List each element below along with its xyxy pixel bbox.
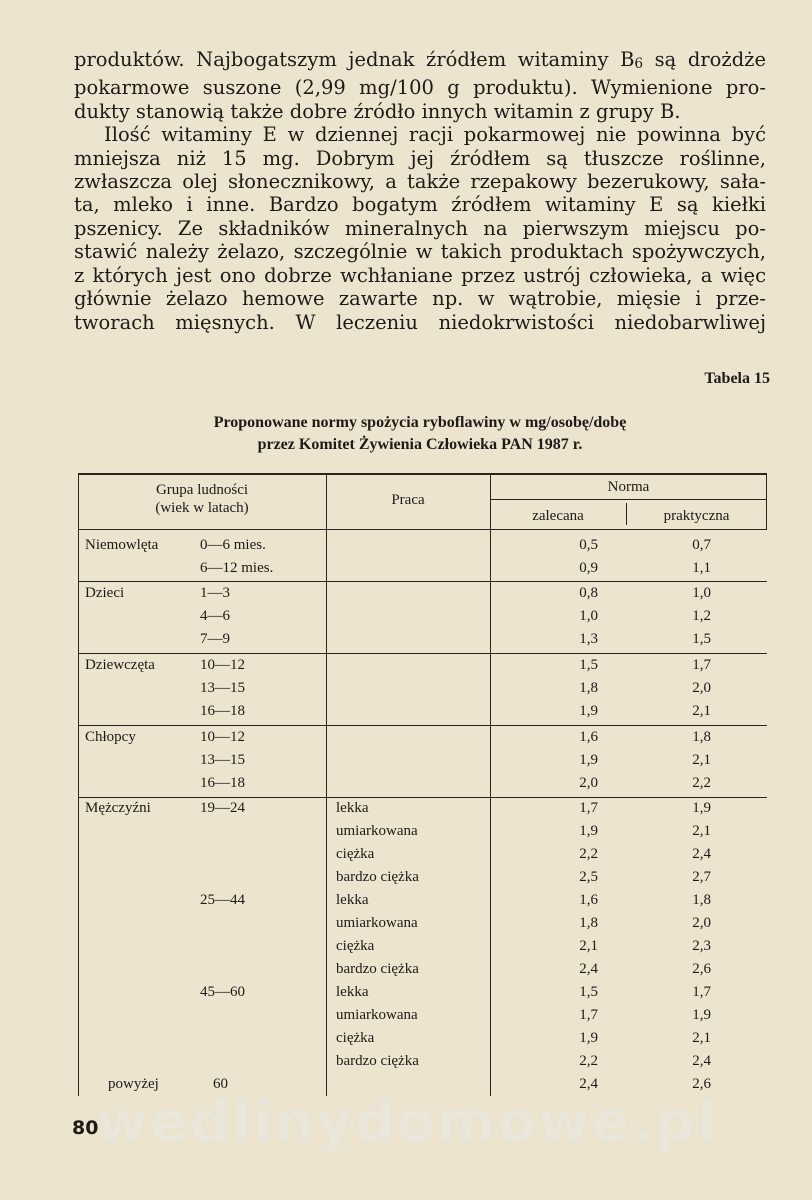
group-separator-rule [78, 797, 767, 798]
table-caption [74, 412, 766, 456]
row-practical-value: 1,5 [692, 631, 711, 647]
caption-line: Proponowane normy spożycia ryboflawiny w mg/osobę/dobę [213, 414, 627, 431]
row-work: ciężka [336, 1030, 375, 1046]
row-practical-value: 2,6 [692, 961, 711, 977]
riboflavin-norms-table [78, 473, 767, 1096]
row-practical-value: 2,1 [692, 752, 711, 768]
row-practical-value: 2,3 [692, 938, 711, 954]
text-line: ta, mleko i inne. Bardzo bogatym źródłem witaminy E są kiełki [74, 193, 766, 217]
row-age: 60 [213, 1076, 228, 1092]
row-group: Mężczyźni [85, 800, 151, 816]
row-recommended-value: 1,6 [579, 892, 598, 908]
caption-line: przez Komitet Żywienia Człowieka PAN 1987 r. [257, 436, 583, 453]
text-line: produktów. Najbogatszym jednak źródłem witaminy $B_6$ są drożdże [74, 48, 766, 73]
row-recommended-value: 2,2 [579, 1053, 598, 1069]
row-recommended-value: 1,9 [579, 823, 598, 839]
row-practical-value: 2,1 [692, 703, 711, 719]
row-recommended-value: 0,5 [579, 537, 598, 553]
row-work: ciężka [336, 846, 375, 862]
row-recommended-value: 2,4 [579, 961, 598, 977]
row-recommended-value: 1,5 [579, 657, 598, 673]
row-practical-value: 2,4 [692, 846, 711, 862]
row-practical-value: 2,4 [692, 1053, 711, 1069]
row-work: lekka [336, 892, 369, 908]
row-group: Niemowlęta [85, 537, 159, 553]
header-bottom-rule [78, 529, 767, 530]
norm-column-rule [490, 473, 491, 1096]
group-separator-rule [78, 725, 767, 726]
row-recommended-value: 1,0 [579, 608, 598, 624]
row-practical-value: 1,9 [692, 800, 711, 816]
text-line: Ilość witaminy E w dziennej racji pokarmowej nie powinna być [104, 123, 766, 147]
group-separator-rule [78, 653, 767, 654]
row-age: 13—15 [200, 680, 245, 696]
row-work: umiarkowana [336, 915, 418, 931]
row-age: 19—24 [200, 800, 245, 816]
norm-subheader-rule [490, 499, 767, 500]
text-line: głównie żelazo hemowe zawarte np. w wątrobie, mięsie i prze- [74, 287, 766, 311]
row-recommended-value: 2,4 [579, 1076, 598, 1092]
row-recommended-value: 1,6 [579, 729, 598, 745]
row-recommended-value: 1,9 [579, 1030, 598, 1046]
header-group: Grupa ludności [155, 482, 249, 498]
body-paragraph [74, 48, 766, 334]
row-practical-value: 1,0 [692, 585, 711, 601]
text-line: tworach mięsnych. W leczeniu niedokrwistości niedobarwliwej [74, 310, 766, 334]
row-age: 16—18 [200, 775, 245, 791]
row-practical-value: 2,2 [692, 775, 711, 791]
row-practical-value: 1,7 [692, 984, 711, 1000]
text-line: dukty stanowią także dobre źródło innych witamin z grupy B. [74, 99, 681, 123]
header-norm: Norma [607, 479, 650, 495]
row-work: umiarkowana [336, 1007, 418, 1023]
row-work: bardzo ciężka [336, 1053, 419, 1069]
row-practical-value: 2,1 [692, 823, 711, 839]
row-age: 13—15 [200, 752, 245, 768]
row-recommended-value: 1,8 [579, 915, 598, 931]
row-age: 10—12 [200, 657, 245, 673]
row-age: 16—18 [200, 703, 245, 719]
text-line: pszenicy. Ze składników mineralnych na pierwszym miejscu po- [74, 216, 766, 240]
text-line: zwłaszcza olej słonecznikowy, a także rzepakowy bezerukowy, sała- [74, 170, 766, 194]
row-practical-value: 2,7 [692, 869, 711, 885]
row-practical-value: 2,6 [692, 1076, 711, 1092]
row-practical-value: 1,8 [692, 729, 711, 745]
row-practical-value: 1,9 [692, 1007, 711, 1023]
row-recommended-value: 2,2 [579, 846, 598, 862]
header-work: Praca [391, 492, 425, 508]
header-practical: praktyczna [663, 508, 730, 524]
row-recommended-value: 1,7 [579, 800, 598, 816]
row-recommended-value: 1,9 [579, 703, 598, 719]
row-recommended-value: 0,9 [579, 560, 598, 576]
row-age: 6—12 mies. [200, 560, 274, 576]
row-work: bardzo ciężka [336, 869, 419, 885]
row-practical-value: 1,2 [692, 608, 711, 624]
row-group: Dzieci [85, 585, 125, 601]
row-recommended-value: 0,8 [579, 585, 598, 601]
row-recommended-value: 1,9 [579, 752, 598, 768]
row-recommended-value: 1,8 [579, 680, 598, 696]
row-practical-value: 2,0 [692, 915, 711, 931]
row-recommended-value: 1,3 [579, 631, 598, 647]
row-age: 45—60 [200, 984, 245, 1000]
row-practical-value: 1,1 [692, 560, 711, 576]
row-practical-value: 1,8 [692, 892, 711, 908]
row-group: Chłopcy [85, 729, 136, 745]
row-age: 10—12 [200, 729, 245, 745]
row-group: powyżej [108, 1076, 159, 1092]
row-age: 4—6 [200, 608, 230, 624]
row-work: ciężka [336, 938, 375, 954]
row-recommended-value: 2,5 [579, 869, 598, 885]
row-work: umiarkowana [336, 823, 418, 839]
row-group: Dziewczęta [85, 657, 155, 673]
row-practical-value: 2,0 [692, 680, 711, 696]
row-practical-value: 2,1 [692, 1030, 711, 1046]
row-work: lekka [336, 984, 369, 1000]
praca-column-rule [326, 473, 327, 1096]
table-label: Tabela 15 [704, 370, 770, 387]
text-line: z których jest ono dobrze wchłaniane przez ustrój człowieka, a więc [74, 263, 766, 287]
row-work: lekka [336, 800, 369, 816]
page-number: 80 [72, 1117, 99, 1139]
row-recommended-value: 2,0 [579, 775, 598, 791]
table-top-rule [78, 473, 767, 475]
text-line: pokarmowe suszone (2,99 mg/100 g produktu). Wymienione pro- [74, 76, 766, 100]
group-separator-rule [78, 581, 767, 582]
row-work: bardzo ciężka [336, 961, 419, 977]
watermark: wedlinydomowe.pl [96, 1090, 719, 1155]
row-age: 25—44 [200, 892, 245, 908]
header-recommended: zalecana [532, 508, 584, 524]
text-line: stawić należy żelazo, szczególnie w takich produktach spożywczych, [74, 240, 766, 264]
row-age: 7—9 [200, 631, 230, 647]
row-recommended-value: 1,7 [579, 1007, 598, 1023]
row-practical-value: 1,7 [692, 657, 711, 673]
table-left-rule [78, 473, 79, 1096]
row-age: 0—6 mies. [200, 537, 266, 553]
row-age: 1—3 [200, 585, 230, 601]
header-group-age: (wiek w latach) [155, 500, 249, 516]
row-practical-value: 0,7 [692, 537, 711, 553]
row-recommended-value: 2,1 [579, 938, 598, 954]
row-recommended-value: 1,5 [579, 984, 598, 1000]
text-line: mniejsza niż 15 mg. Dobrym jej źródłem są tłuszcze roślinne, [74, 146, 766, 170]
